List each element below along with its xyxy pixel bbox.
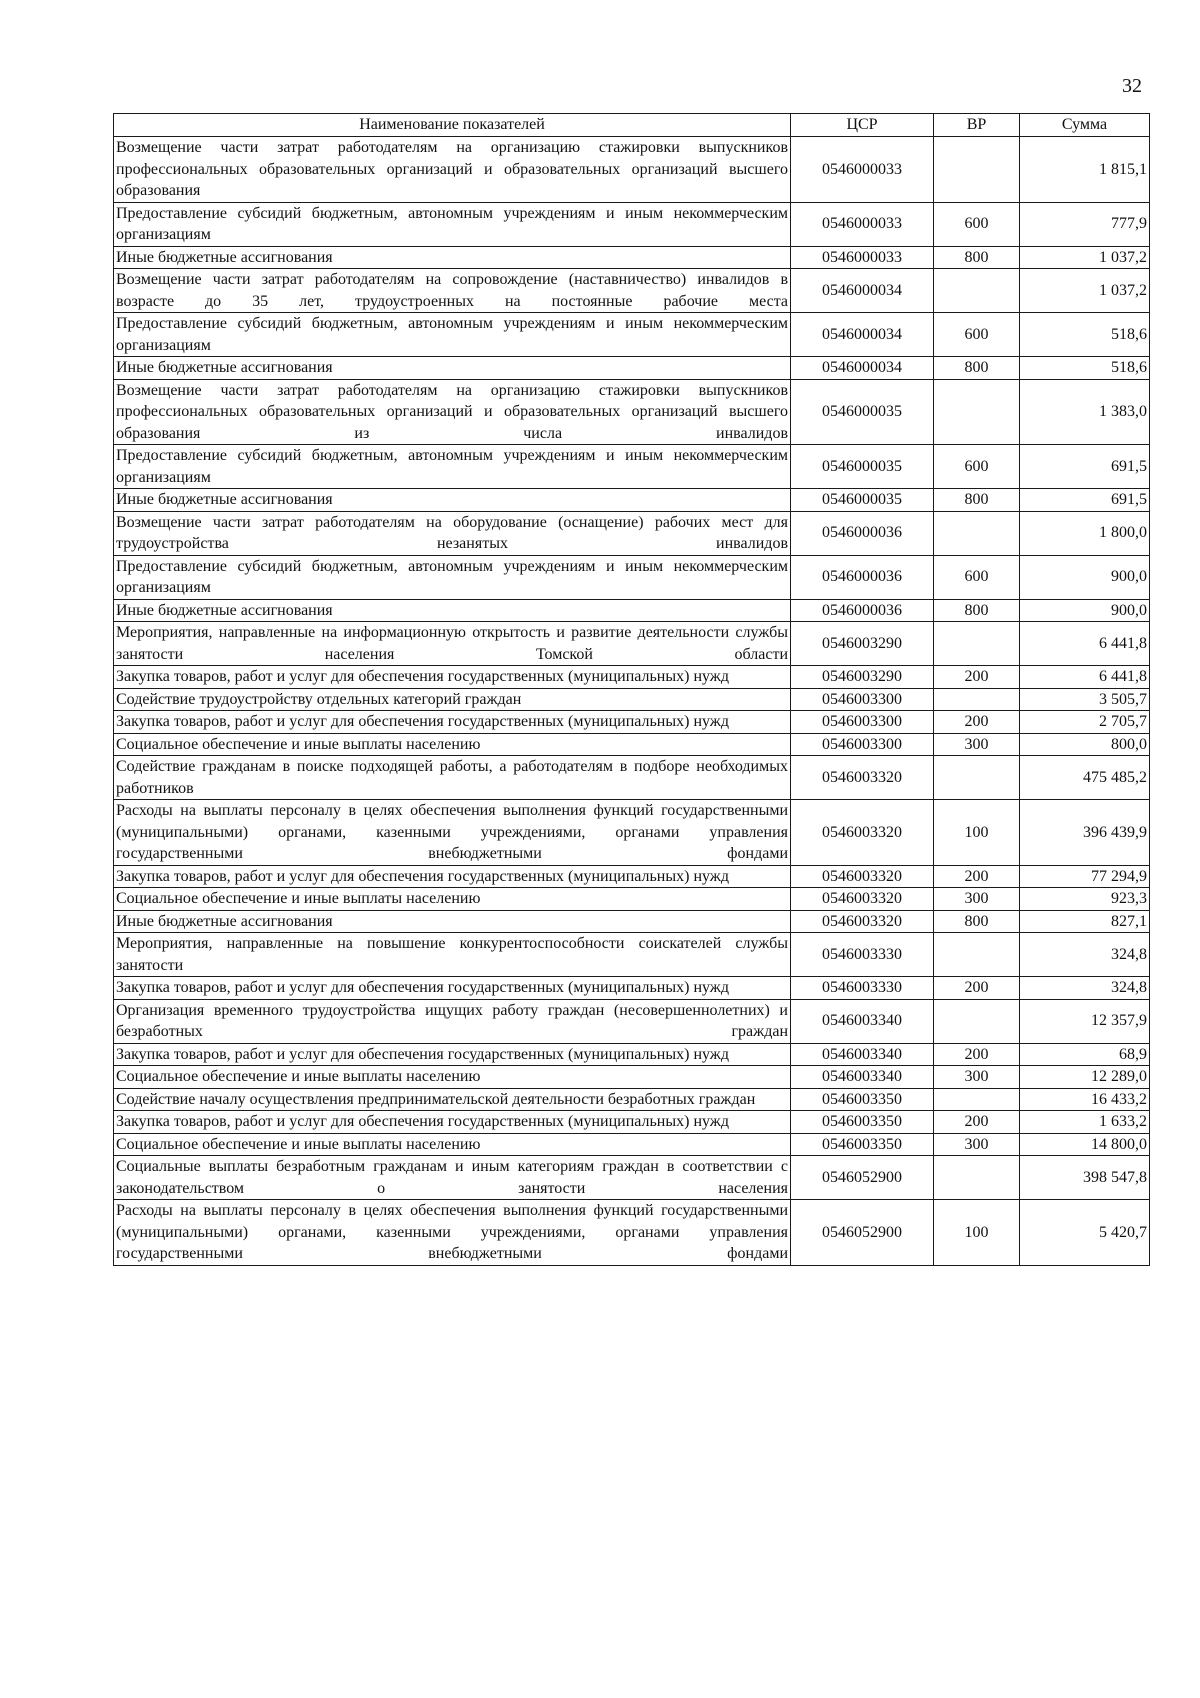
cell-sum: 68,9 bbox=[1020, 1043, 1150, 1066]
cell-name: Социальное обеспечение и иные выплаты населению bbox=[114, 888, 791, 911]
cell-name: Социальное обеспечение и иные выплаты населению bbox=[114, 1133, 791, 1156]
cell-csr: 0546052900 bbox=[791, 1156, 934, 1200]
cell-name: Содействие началу осуществления предпринимательской деятельности безработных граждан bbox=[114, 1088, 791, 1111]
cell-vr: 600 bbox=[934, 555, 1020, 599]
cell-name: Мероприятия, направленные на информационную открытость и развитие деятельности службы занятости населения Томской области bbox=[114, 622, 791, 666]
header-csr: ЦСР bbox=[791, 114, 934, 137]
table-row bbox=[114, 1088, 1150, 1111]
cell-name: Содействие трудоустройству отдельных категорий граждан bbox=[114, 688, 791, 711]
cell-name: Социальные выплаты безработным гражданам и иным категориям граждан в соответствии с законодательством о занятости населения bbox=[114, 1156, 791, 1200]
cell-sum: 14 800,0 bbox=[1020, 1133, 1150, 1156]
cell-vr: 600 bbox=[934, 445, 1020, 489]
cell-vr: 600 bbox=[934, 202, 1020, 246]
cell-csr: 0546003300 bbox=[791, 711, 934, 734]
cell-csr: 0546003340 bbox=[791, 1066, 934, 1089]
cell-csr: 0546003320 bbox=[791, 800, 934, 866]
cell-sum: 12 357,9 bbox=[1020, 999, 1150, 1043]
cell-name: Социальное обеспечение и иные выплаты населению bbox=[114, 1066, 791, 1089]
table-row bbox=[114, 1156, 1150, 1200]
cell-csr: 0546003330 bbox=[791, 977, 934, 1000]
cell-csr: 0546003350 bbox=[791, 1133, 934, 1156]
cell-csr: 0546000034 bbox=[791, 313, 934, 357]
cell-name: Возмещение части затрат работодателям на сопровождение (наставничество) инвалидов в возрасте до 35 лет, трудоустроенных на постоянные рабочие места bbox=[114, 269, 791, 313]
cell-vr: 300 bbox=[934, 1133, 1020, 1156]
cell-sum: 923,3 bbox=[1020, 888, 1150, 911]
table-row bbox=[114, 688, 1150, 711]
table-row bbox=[114, 445, 1150, 489]
cell-vr: 100 bbox=[934, 1200, 1020, 1266]
cell-name: Закупка товаров, работ и услуг для обеспечения государственных (муниципальных) нужд bbox=[114, 711, 791, 734]
budget-table bbox=[113, 113, 1150, 1266]
cell-name: Иные бюджетные ассигнования bbox=[114, 246, 791, 269]
cell-name: Предоставление субсидий бюджетным, автономным учреждениям и иным некоммерческим организациям bbox=[114, 202, 791, 246]
cell-sum: 475 485,2 bbox=[1020, 756, 1150, 800]
table-row bbox=[114, 379, 1150, 445]
table-row bbox=[114, 1200, 1150, 1266]
cell-sum: 396 439,9 bbox=[1020, 800, 1150, 866]
cell-sum: 77 294,9 bbox=[1020, 865, 1150, 888]
cell-csr: 0546003300 bbox=[791, 733, 934, 756]
cell-sum: 324,8 bbox=[1020, 933, 1150, 977]
table-row bbox=[114, 865, 1150, 888]
cell-name: Иные бюджетные ассигнования bbox=[114, 599, 791, 622]
cell-sum: 691,5 bbox=[1020, 445, 1150, 489]
cell-csr: 0546000034 bbox=[791, 269, 934, 313]
cell-name: Закупка товаров, работ и услуг для обеспечения государственных (муниципальных) нужд bbox=[114, 977, 791, 1000]
table-row bbox=[114, 246, 1150, 269]
table-row bbox=[114, 977, 1150, 1000]
cell-sum: 324,8 bbox=[1020, 977, 1150, 1000]
page-number: 32 bbox=[1122, 75, 1142, 97]
cell-csr: 0546003320 bbox=[791, 756, 934, 800]
cell-sum: 900,0 bbox=[1020, 555, 1150, 599]
cell-csr: 0546000034 bbox=[791, 357, 934, 380]
table-row bbox=[114, 1111, 1150, 1134]
cell-sum: 1 800,0 bbox=[1020, 511, 1150, 555]
cell-csr: 0546003290 bbox=[791, 622, 934, 666]
table-row bbox=[114, 137, 1150, 203]
cell-csr: 0546052900 bbox=[791, 1200, 934, 1266]
table-row bbox=[114, 800, 1150, 866]
cell-csr: 0546003340 bbox=[791, 1043, 934, 1066]
header-vr: ВР bbox=[934, 114, 1020, 137]
cell-sum: 900,0 bbox=[1020, 599, 1150, 622]
cell-vr: 800 bbox=[934, 599, 1020, 622]
cell-csr: 0546003320 bbox=[791, 888, 934, 911]
cell-csr: 0546003330 bbox=[791, 933, 934, 977]
cell-csr: 0546000033 bbox=[791, 202, 934, 246]
table-row bbox=[114, 910, 1150, 933]
cell-name: Расходы на выплаты персоналу в целях обеспечения выполнения функций государственными (муниципальными) органами, казенными учреждениями, органами управления государственными внебюджетными фондами bbox=[114, 1200, 791, 1266]
table-row bbox=[114, 711, 1150, 734]
cell-sum: 691,5 bbox=[1020, 489, 1150, 512]
table-row bbox=[114, 202, 1150, 246]
table-row bbox=[114, 756, 1150, 800]
cell-vr bbox=[934, 1088, 1020, 1111]
cell-sum: 1 633,2 bbox=[1020, 1111, 1150, 1134]
cell-sum: 1 037,2 bbox=[1020, 269, 1150, 313]
cell-sum: 12 289,0 bbox=[1020, 1066, 1150, 1089]
cell-vr: 800 bbox=[934, 910, 1020, 933]
cell-name: Предоставление субсидий бюджетным, автономным учреждениям и иным некоммерческим организациям bbox=[114, 313, 791, 357]
table-body bbox=[114, 137, 1150, 1266]
cell-vr: 800 bbox=[934, 489, 1020, 512]
table-row bbox=[114, 1066, 1150, 1089]
table-row bbox=[114, 999, 1150, 1043]
cell-name: Социальное обеспечение и иные выплаты населению bbox=[114, 733, 791, 756]
cell-vr: 200 bbox=[934, 977, 1020, 1000]
table-row bbox=[114, 666, 1150, 689]
cell-csr: 0546000035 bbox=[791, 445, 934, 489]
cell-name: Закупка товаров, работ и услуг для обеспечения государственных (муниципальных) нужд bbox=[114, 865, 791, 888]
cell-csr: 0546003300 bbox=[791, 688, 934, 711]
cell-csr: 0546000036 bbox=[791, 555, 934, 599]
cell-name: Возмещение части затрат работодателям на организацию стажировки выпускников профессиональных образовательных организаций и образовательных организаций высшего образования из числа инвалидов bbox=[114, 379, 791, 445]
cell-vr bbox=[934, 933, 1020, 977]
cell-sum: 800,0 bbox=[1020, 733, 1150, 756]
cell-sum: 1 383,0 bbox=[1020, 379, 1150, 445]
table-row bbox=[114, 313, 1150, 357]
cell-sum: 5 420,7 bbox=[1020, 1200, 1150, 1266]
cell-sum: 777,9 bbox=[1020, 202, 1150, 246]
cell-name: Расходы на выплаты персоналу в целях обеспечения выполнения функций государственными (муниципальными) органами, казенными учреждениями, органами управления государственными внебюджетными фондами bbox=[114, 800, 791, 866]
cell-vr bbox=[934, 688, 1020, 711]
cell-sum: 2 705,7 bbox=[1020, 711, 1150, 734]
cell-vr: 800 bbox=[934, 357, 1020, 380]
cell-vr: 100 bbox=[934, 800, 1020, 866]
cell-name: Иные бюджетные ассигнования bbox=[114, 489, 791, 512]
cell-name: Мероприятия, направленные на повышение конкурентоспособности соискателей службы занятости bbox=[114, 933, 791, 977]
cell-vr bbox=[934, 999, 1020, 1043]
table-row bbox=[114, 933, 1150, 977]
cell-csr: 0546000033 bbox=[791, 246, 934, 269]
cell-csr: 0546003320 bbox=[791, 910, 934, 933]
cell-name: Организация временного трудоустройства ищущих работу граждан (несовершеннолетних) и безработных граждан bbox=[114, 999, 791, 1043]
cell-vr bbox=[934, 137, 1020, 203]
cell-sum: 518,6 bbox=[1020, 357, 1150, 380]
cell-csr: 0546003320 bbox=[791, 865, 934, 888]
cell-csr: 0546000035 bbox=[791, 489, 934, 512]
cell-csr: 0546003290 bbox=[791, 666, 934, 689]
cell-vr: 800 bbox=[934, 246, 1020, 269]
cell-vr bbox=[934, 756, 1020, 800]
table-row bbox=[114, 622, 1150, 666]
cell-name: Закупка товаров, работ и услуг для обеспечения государственных (муниципальных) нужд bbox=[114, 1043, 791, 1066]
cell-vr: 200 bbox=[934, 1043, 1020, 1066]
header-sum: Сумма bbox=[1020, 114, 1150, 137]
table-row bbox=[114, 1043, 1150, 1066]
cell-name: Предоставление субсидий бюджетным, автономным учреждениям и иным некоммерческим организациям bbox=[114, 445, 791, 489]
cell-csr: 0546003340 bbox=[791, 999, 934, 1043]
cell-csr: 0546000033 bbox=[791, 137, 934, 203]
cell-sum: 398 547,8 bbox=[1020, 1156, 1150, 1200]
cell-vr: 300 bbox=[934, 733, 1020, 756]
cell-sum: 6 441,8 bbox=[1020, 622, 1150, 666]
cell-vr: 600 bbox=[934, 313, 1020, 357]
cell-vr bbox=[934, 269, 1020, 313]
cell-sum: 827,1 bbox=[1020, 910, 1150, 933]
table-row bbox=[114, 555, 1150, 599]
cell-vr: 300 bbox=[934, 888, 1020, 911]
cell-name: Предоставление субсидий бюджетным, автономным учреждениям и иным некоммерческим организациям bbox=[114, 555, 791, 599]
table-header-row bbox=[114, 114, 1150, 137]
table-row bbox=[114, 269, 1150, 313]
header-name: Наименование показателей bbox=[114, 114, 791, 137]
cell-csr: 0546000036 bbox=[791, 511, 934, 555]
cell-vr: 200 bbox=[934, 666, 1020, 689]
cell-name: Возмещение части затрат работодателям на организацию стажировки выпускников профессиональных образовательных организаций и образовательных организаций высшего образования bbox=[114, 137, 791, 203]
cell-name: Возмещение части затрат работодателям на оборудование (оснащение) рабочих мест для трудоустройства незанятых инвалидов bbox=[114, 511, 791, 555]
cell-vr: 300 bbox=[934, 1066, 1020, 1089]
cell-vr bbox=[934, 1156, 1020, 1200]
cell-vr bbox=[934, 622, 1020, 666]
table-row bbox=[114, 1133, 1150, 1156]
cell-name: Иные бюджетные ассигнования bbox=[114, 357, 791, 380]
cell-vr: 200 bbox=[934, 711, 1020, 734]
cell-vr bbox=[934, 379, 1020, 445]
cell-sum: 1 815,1 bbox=[1020, 137, 1150, 203]
table-row bbox=[114, 888, 1150, 911]
cell-name: Закупка товаров, работ и услуг для обеспечения государственных (муниципальных) нужд bbox=[114, 666, 791, 689]
cell-csr: 0546000036 bbox=[791, 599, 934, 622]
table-row bbox=[114, 733, 1150, 756]
cell-name: Закупка товаров, работ и услуг для обеспечения государственных (муниципальных) нужд bbox=[114, 1111, 791, 1134]
cell-name: Иные бюджетные ассигнования bbox=[114, 910, 791, 933]
cell-sum: 16 433,2 bbox=[1020, 1088, 1150, 1111]
cell-vr: 200 bbox=[934, 1111, 1020, 1134]
table-row bbox=[114, 599, 1150, 622]
cell-vr: 200 bbox=[934, 865, 1020, 888]
table-row bbox=[114, 357, 1150, 380]
cell-sum: 3 505,7 bbox=[1020, 688, 1150, 711]
cell-vr bbox=[934, 511, 1020, 555]
table-row bbox=[114, 511, 1150, 555]
cell-sum: 518,6 bbox=[1020, 313, 1150, 357]
table-row bbox=[114, 489, 1150, 512]
cell-csr: 0546003350 bbox=[791, 1088, 934, 1111]
cell-csr: 0546000035 bbox=[791, 379, 934, 445]
cell-name: Содействие гражданам в поиске подходящей работы, а работодателям в подборе необходимых работников bbox=[114, 756, 791, 800]
cell-sum: 1 037,2 bbox=[1020, 246, 1150, 269]
cell-csr: 0546003350 bbox=[791, 1111, 934, 1134]
cell-sum: 6 441,8 bbox=[1020, 666, 1150, 689]
